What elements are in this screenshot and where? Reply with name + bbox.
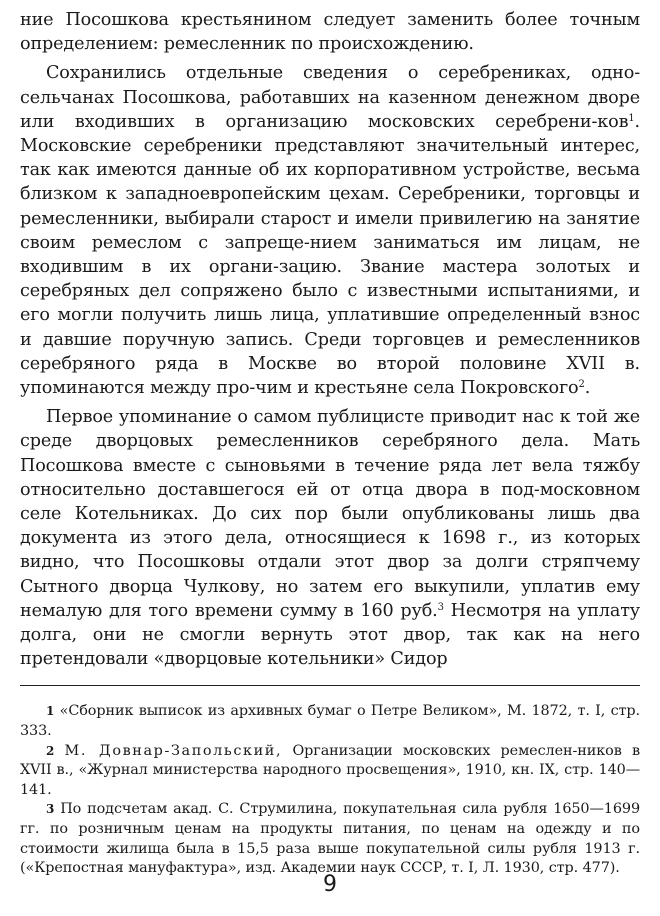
footnote-number: 1	[46, 704, 55, 719]
footnote-ref-2[interactable]: 2	[578, 379, 585, 391]
paragraph-first-mention	[20, 405, 640, 671]
footnote-ref-1[interactable]: 1	[628, 112, 635, 124]
footnote-3	[20, 800, 640, 878]
footnote-number: 2	[46, 743, 55, 758]
footnote-text: Организации московских ремеслен-ников в XVII в., «Журнал министерства народного просвещения», 1910, кн. IX, стр. 140—141.	[20, 742, 640, 798]
footnote-author: М. Довнар-Запольский,	[64, 742, 283, 759]
page-number: 9	[323, 872, 337, 897]
paragraph-text: Первое упоминание о самом публицисте приводит нас к той же среде дворцовых ремесленников серебряного дела. Мать Посошкова вместе с сыновьями в течение ряда лет вела тяжбу относительно доставшегося ей от отца двора в под-московном селе Котельниках. До сих пор были опубликованы лишь два документа из этого дела, относящиеся к 1698 г., из которых видно, что Посошковы отдали этот двор за долги стряпчему Сытного дворца Чулкову, но затем его выкупили, уплатив ему немалую для того времени сумму в 160 руб.	[20, 407, 640, 621]
paragraph-text: Сохранились отдельные сведения о серебрениках, одно-сельчанах Посошкова, работавших на казенном денежном дворе или входивших в организацию московских серебрени-ков	[20, 63, 640, 132]
paragraph-text: Несмотря на уплату долга, они не смогли вернуть этот двор, так как на него претендовали «дворцовые котельники» Сидор	[20, 600, 641, 670]
footnote-divider	[20, 685, 640, 686]
paragraph-text: .	[584, 378, 591, 399]
footnote-number: 3	[46, 802, 55, 817]
paragraph-serebreniki	[20, 61, 640, 400]
paragraph-continued	[20, 8, 640, 56]
paragraph-text: . Московские серебреники представляют значительный интерес, так как имеются данные об их корпоративном устройстве, весьма близком к западноевропейским цехам. Серебреники, торговцы и ремесленники, выбирали старост и имели привилегию на занятие своим ремеслом с запреще-нием заниматься им лицам, не входившим в их органи-зацию. Звание мастера золотых и серебряных дел сопряжено было с известными испытаниями, и его могли получить лишь лица, уплатившие определенный взнос и давшие поручную запись. Среди торговцев и ремесленников серебряного ряда в Москве во второй половине XVII в. упоминаются между про-чим и крестьяне села Покровского	[20, 111, 640, 399]
footnote-text: «Сборник выписок из архивных бумаг о Петре Великом», М. 1872, т. I, стр. 333.	[20, 703, 640, 740]
paragraph-text: ние Посошкова крестьянином следует заменить более точным определением: ремесленник по происхождению.	[20, 10, 640, 55]
footnote-text: По подсчетам акад. С. Струмилина, покупательная сила рубля 1650—1699 гг. по розничным ценам на продукты питания, по ценам на одежду и по стоимости жилища была в 15,5 раза выше покупательной силы рубля 1913 г. («Крепостная мануфактура», изд. Академии наук СССР, т. I, Л. 1930, стр. 477).	[20, 801, 640, 877]
footnote-ref-3[interactable]: 3	[437, 601, 444, 613]
footnote-1	[20, 702, 640, 741]
footnote-2	[20, 742, 640, 801]
